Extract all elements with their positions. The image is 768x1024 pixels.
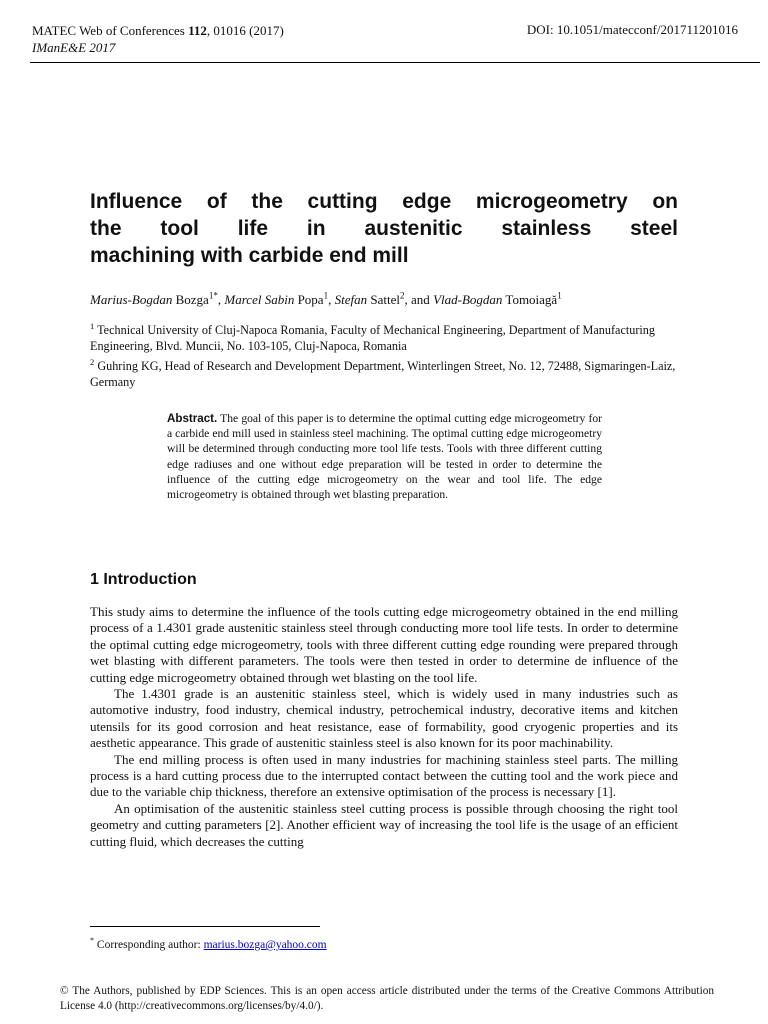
author-list	[90, 291, 680, 308]
affiliation: $^2$ Guhring KG, Head of Research and Development Department, Winterlingen Street, No. 12, 72488, Sigmaringen-Laiz, Germany	[90, 357, 676, 390]
journal-volume: 112	[188, 23, 207, 38]
abstract-text: The goal of this paper is to determine the optimal cutting edge microgeometry for a carbide end mill used in stainless steel machining. The optimal cutting edge microgeometry will be determined through conducting more tool life tests. Tools with three different cutting edge radiuses and one without edge preparation will be tested in order to determine the influence of the cutting edge microgeometry on the wear and tool life. The edge microgeometry is obtained through wet blasting preparation.	[167, 412, 602, 502]
paper-title	[90, 188, 678, 269]
author: Vlad-Bogdan Tomoiagă$^1$	[433, 291, 562, 308]
running-header	[32, 22, 284, 56]
paragraph: The 1.4301 grade is an austenitic stainless steel, which is widely used in many industries such as automotive industry, food industry, chemical industry, petrochemical industry, decorative items and kitchen utensils for its good corrosion and heat resistance, ease of formability, good cryogenic properties and its aesthetic appearance. This grade of austenitic stainless steel is also known for its poor machinability.	[90, 686, 678, 751]
title-line: machining with carbide end mill	[90, 244, 409, 267]
author: Stefan Sattel$^2$, and	[334, 291, 434, 308]
footnote	[90, 936, 327, 951]
body-text	[90, 604, 678, 850]
copyright-notice: © The Authors, published by EDP Sciences. This is an open access article distributed under the terms of the Creative Commons Attribution License 4.0 (http://creativecommons.org/licenses/by/4.0/).	[60, 985, 714, 1012]
title-line: the tool life in austenitic stainless steel	[90, 217, 678, 240]
abstract-label: Abstract.	[167, 412, 218, 425]
abstract	[167, 411, 602, 502]
paragraph: The end milling process is often used in many industries for machining stainless steel parts. The milling process is a hard cutting process due to the interrupted contact between the cutting tool and the work piece and due to the variable chip thickness, therefore an extensive optimisation of the process is necessary [1].	[90, 751, 678, 800]
article-number: , 01016 (2017)	[206, 23, 284, 38]
author-email-link[interactable]: marius.bozga@yahoo.com	[203, 938, 327, 951]
author: Marius-Bogdan Bozga$^{1*}$,	[90, 291, 225, 308]
author: Marcel Sabin Popa$^1$,	[224, 291, 335, 308]
paragraph: An optimisation of the austenitic stainless steel cutting process is possible through choosing the right tool geometry and cutting parameters [2]. Another efficient way of increasing the tool life is the usage of an efficient cutting fluid, which decreases the cutting	[90, 800, 678, 849]
affiliation: $^1$ Technical University of Cluj-Napoca Romania, Faculty of Mechanical Engineering, Department of Manufacturing Engineering, Blvd. Muncii, No. 103-105, Cluj-Napoca, Romania	[90, 321, 655, 354]
header-divider	[30, 62, 760, 63]
title-line: Influence of the cutting edge microgeometry on	[90, 190, 678, 213]
footnote-divider	[90, 926, 320, 927]
affiliations	[90, 318, 680, 390]
footnote-label: Corresponding author:	[94, 938, 204, 951]
paragraph: This study aims to determine the influence of the tools cutting edge microgeometry obtained in the end milling process of a 1.4301 grade austenitic stainless steel through conducting more tool life tests. In order to determine the optimal cutting edge microgeometry, tools with three different cutting edge rounding were prepared through wet blasting with different parameters. The tools were then tested in order to determine de influence of the cutting edge microgeometry obtained through wet blasting on the tool life.	[90, 604, 678, 685]
section-heading: 1 Introduction	[90, 571, 197, 588]
journal-name: MATEC Web of Conferences	[32, 23, 189, 38]
footnote-mark: *	[90, 936, 95, 945]
conference-name: IManE&E 2017	[32, 40, 116, 55]
doi: DOI: 10.1051/matecconf/201711201016	[526, 22, 738, 37]
